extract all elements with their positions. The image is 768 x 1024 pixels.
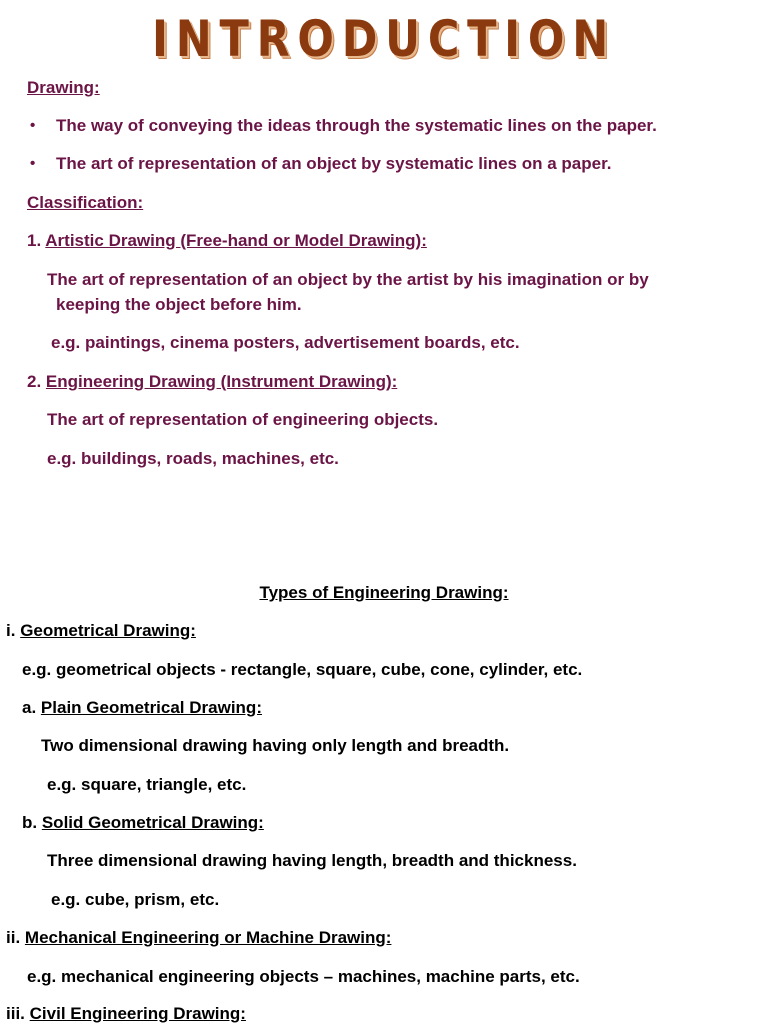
item-title: Solid Geometrical Drawing: [41,813,264,832]
classification-heading: Classification: [27,193,144,212]
type-i-a [22,698,262,718]
item-number: 1. [27,231,42,250]
type-i [6,621,196,641]
type-i-a-example: e.g. square, triangle, etc. [47,775,247,794]
classification-item-2 [27,372,397,392]
type-ii-example: e.g. mechanical engineering objects – machines, machine parts, etc. [27,967,580,986]
drawing-bullet-2: The art of representation of an object by systematic lines on a paper. [56,154,612,173]
item-1-desc-line2: keeping the object before him. [56,295,302,314]
types-heading: Types of Engineering Drawing: [259,583,509,602]
item-title: Plain Geometrical Drawing: [40,698,262,717]
item-2-desc: The art of representation of engineering objects. [47,410,439,429]
slide-title: INTRODUCTION [152,10,616,68]
drawing-bullet-1: The way of conveying the ideas through the systematic lines on the paper. [56,116,657,135]
bullet-icon: • [30,155,36,172]
item-number: a. [22,698,37,717]
classification-item-1 [27,231,427,251]
item-number: 2. [27,372,42,391]
type-i-example: e.g. geometrical objects - rectangle, square, cube, cone, cylinder, etc. [22,660,583,679]
item-title: Engineering Drawing (Instrument Drawing): [45,372,398,391]
item-number: iii. [6,1004,25,1023]
type-ii [6,928,391,948]
item-number: i. [6,621,16,640]
item-title: Geometrical Drawing: [20,621,196,640]
drawing-heading: Drawing: [27,78,100,97]
item-title: Civil Engineering Drawing: [29,1004,246,1023]
item-title: Mechanical Engineering or Machine Drawing: [24,928,392,947]
item-2-example: e.g. buildings, roads, machines, etc. [47,449,339,468]
bullet-icon: • [30,117,36,134]
type-i-b [22,813,264,833]
type-i-b-example: e.g. cube, prism, etc. [51,890,220,909]
item-number: b. [22,813,38,832]
type-i-a-desc: Two dimensional drawing having only length and breadth. [41,736,510,755]
type-i-b-desc: Three dimensional drawing having length, breadth and thickness. [47,851,577,870]
item-number: ii. [6,928,21,947]
item-1-example: e.g. paintings, cinema posters, advertisement boards, etc. [51,333,520,352]
item-title: Artistic Drawing (Free-hand or Model Drawing): [45,231,427,250]
type-iii [6,1004,246,1024]
item-1-desc-line1: The art of representation of an object by the artist by his imagination or by [47,270,649,289]
